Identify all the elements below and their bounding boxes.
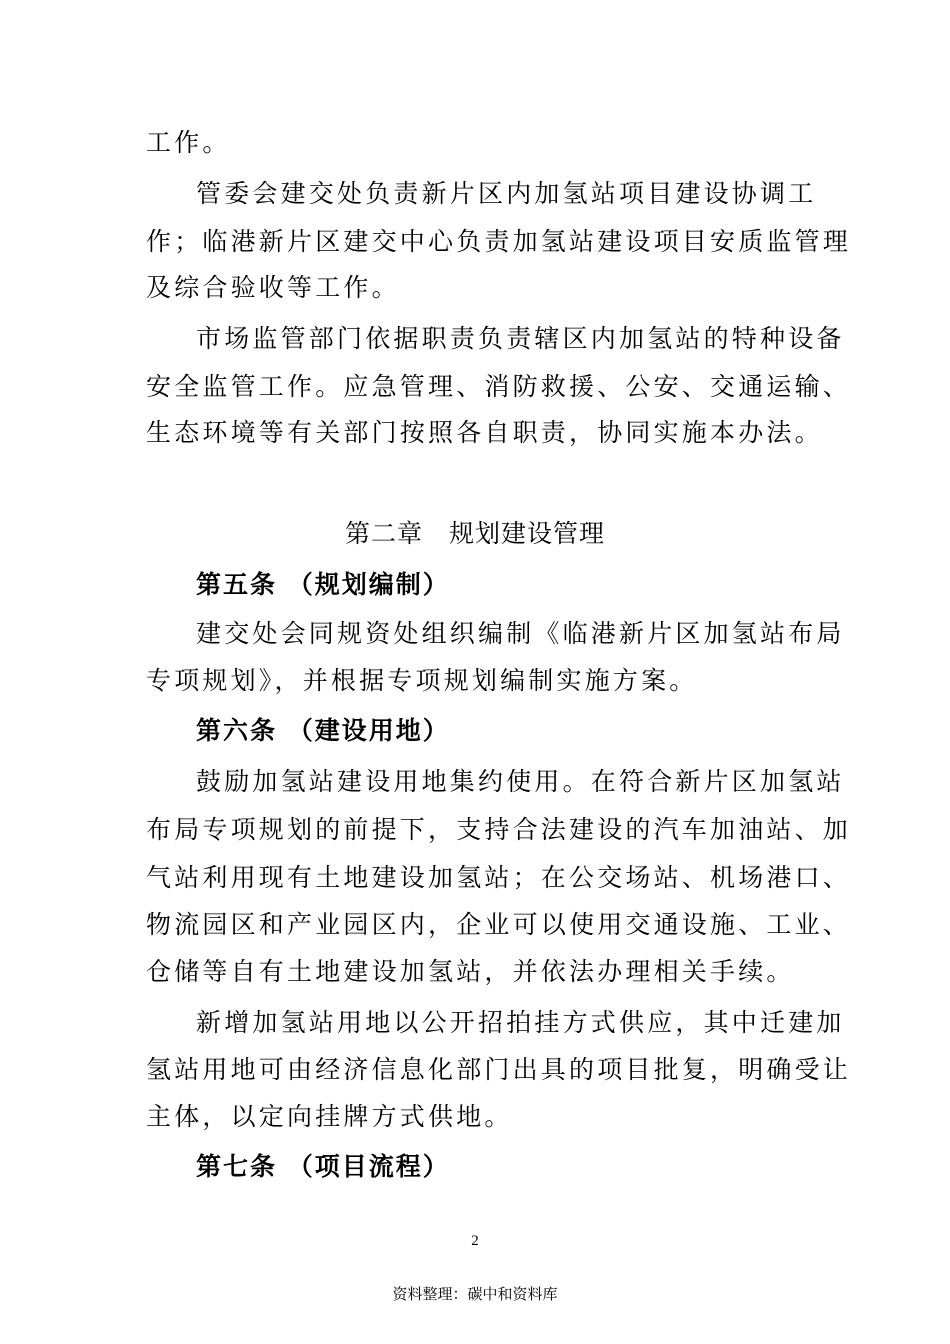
paragraph-line: 鼓励加氢站建设用地集约使用。在符合新片区加氢站 <box>196 767 845 796</box>
chapter-heading: 第二章 规划建设管理 <box>344 519 605 548</box>
paragraph-line: 生态环境等有关部门按照各自职责，协同实施本办法。 <box>146 418 823 447</box>
paragraph-line: 布局专项规划的前提下，支持合法建设的汽车加油站、加 <box>146 815 852 844</box>
paragraph-line: 管委会建交处负责新片区内加氢站项目建设协调工 <box>196 179 817 208</box>
paragraph-line: 气站利用现有土地建设加氢站；在公交场站、机场港口、 <box>146 863 852 892</box>
paragraph-line: 安全监管工作。应急管理、消防救援、公安、交通运输、 <box>146 372 852 401</box>
paragraph-line: 仓储等自有土地建设加氢站，并依法办理相关手续。 <box>146 957 795 986</box>
article-heading: 第五条 （规划编制） <box>196 570 450 599</box>
paragraph-line: 及综合验收等工作。 <box>146 273 400 302</box>
paragraph-line: 物流园区和产业园区内，企业可以使用交通设施、工业、 <box>146 910 852 939</box>
paragraph-line: 作；临港新片区建交中心负责加氢站建设项目安质监管理 <box>146 227 852 256</box>
page-number: 2 <box>471 1233 479 1249</box>
footer-source: 资料整理：碳中和资料库 <box>392 1285 558 1303</box>
article-heading: 第六条 （建设用地） <box>196 716 450 745</box>
paragraph-line: 专项规划》，并根据专项规划编制实施方案。 <box>146 666 698 695</box>
paragraph-line: 氢站用地可由经济信息化部门出具的项目批复，明确受让 <box>146 1055 852 1084</box>
paragraph-line: 新增加氢站用地以公开招拍挂方式供应，其中迁建加 <box>196 1008 845 1037</box>
paragraph-line: 工作。 <box>146 128 231 157</box>
paragraph-line: 建交处会同规资处组织编制《临港新片区加氢站布局 <box>196 619 845 648</box>
paragraph-line: 市场监管部门依据职责负责辖区内加氢站的特种设备 <box>196 324 845 353</box>
paragraph-line: 主体，以定向挂牌方式供地。 <box>146 1102 513 1131</box>
article-heading: 第七条 （项目流程） <box>196 1152 450 1181</box>
